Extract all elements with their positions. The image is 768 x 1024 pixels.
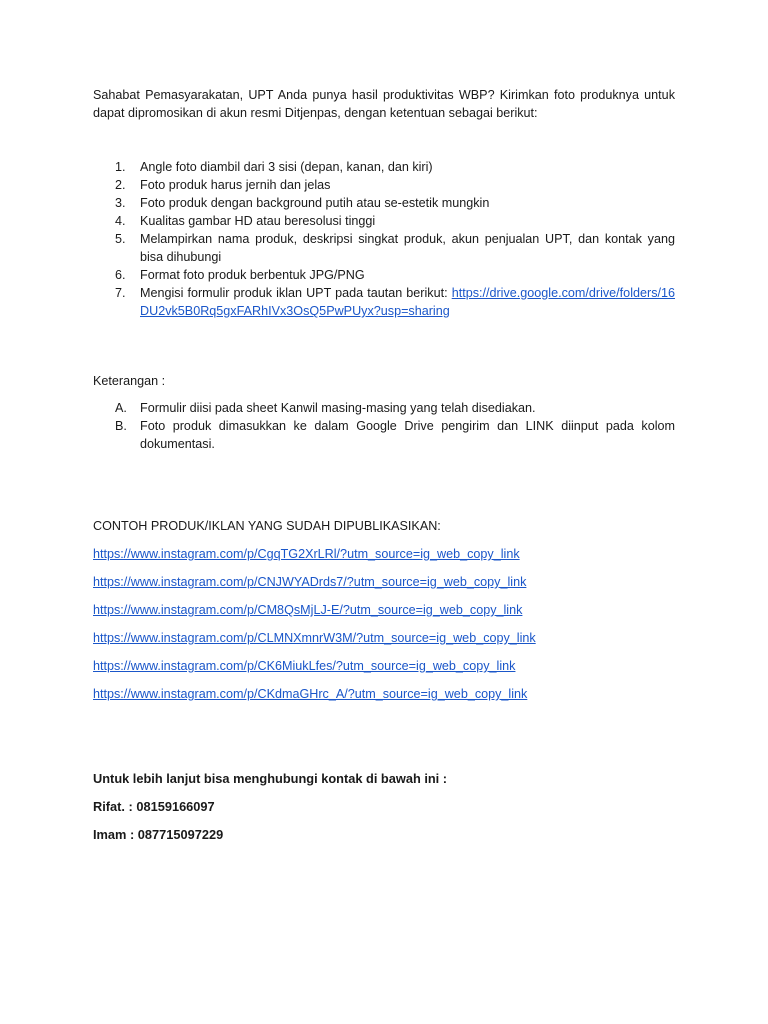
list-text: Foto produk dengan background putih atau se-estetik mungkin: [140, 196, 490, 210]
list-item: [93, 573, 536, 601]
example-links-list: [93, 545, 536, 713]
list-item: [93, 230, 675, 266]
list-item: [93, 194, 675, 212]
list-number: 1.: [115, 160, 126, 174]
list-text: Format foto produk berbentuk JPG/PNG: [140, 268, 365, 282]
list-item: [93, 629, 536, 657]
list-item: [93, 212, 675, 230]
list-text: Melampirkan nama produk, deskripsi singkat produk, akun penjualan UPT, dan kontak yang bisa dihubungi: [140, 232, 675, 264]
examples-heading: CONTOH PRODUK/IKLAN YANG SUDAH DIPUBLIKASIKAN:: [93, 519, 441, 533]
list-text: Formulir diisi pada sheet Kanwil masing-masing yang telah disediakan.: [140, 401, 536, 415]
list-number: 5.: [115, 232, 126, 246]
requirements-list: [93, 158, 675, 320]
list-text: Mengisi formulir produk iklan UPT pada tautan berikut:: [140, 286, 448, 300]
list-number: 7.: [115, 286, 126, 300]
list-item: [93, 417, 675, 453]
contact-heading: Untuk lebih lanjut bisa menghubungi kontak di bawah ini :: [93, 771, 448, 786]
list-number: 4.: [115, 214, 126, 228]
list-number: 3.: [115, 196, 126, 210]
list-number: 2.: [115, 178, 126, 192]
instagram-link[interactable]: https://www.instagram.com/p/CK6MiukLfes/?utm_source=ig_web_copy_link: [93, 659, 516, 673]
instagram-link[interactable]: https://www.instagram.com/p/CKdmaGHrc_A/?utm_source=ig_web_copy_link: [93, 687, 528, 701]
list-text: Angle foto diambil dari 3 sisi (depan, kanan, dan kiri): [140, 160, 433, 174]
instagram-link[interactable]: https://www.instagram.com/p/CLMNXmnrW3M/?utm_source=ig_web_copy_link: [93, 631, 536, 645]
list-text: Foto produk harus jernih dan jelas: [140, 178, 331, 192]
notes-list: [93, 399, 675, 453]
instagram-link[interactable]: https://www.instagram.com/p/CgqTG2XrLRl/?utm_source=ig_web_copy_link: [93, 547, 520, 561]
list-number: 6.: [115, 268, 126, 282]
notes-label: Keterangan :: [93, 374, 166, 388]
contact-rifat: Rifat. : 08159166097: [93, 799, 215, 814]
list-item: [93, 399, 675, 417]
list-item: [93, 601, 536, 629]
list-item: [93, 284, 675, 320]
list-item: [93, 266, 675, 284]
list-letter: B.: [115, 419, 127, 433]
instagram-link[interactable]: https://www.instagram.com/p/CNJWYADrds7/?utm_source=ig_web_copy_link: [93, 575, 527, 589]
drive-form-link[interactable]: https://drive.google.com/drive/folders/16DU2vk5B0Rq5gxFARhIVx3OsQ5PwPUyx?usp=sharing: [140, 286, 675, 318]
list-item: [93, 176, 675, 194]
list-text: Foto produk dimasukkan ke dalam Google Drive pengirim dan LINK diinput pada kolom dokumentasi.: [140, 419, 675, 451]
list-letter: A.: [115, 401, 127, 415]
list-item: [93, 685, 536, 713]
instagram-link[interactable]: https://www.instagram.com/p/CM8QsMjLJ-E/?utm_source=ig_web_copy_link: [93, 603, 523, 617]
intro-paragraph: Sahabat Pemasyarakatan, UPT Anda punya hasil produktivitas WBP? Kirimkan foto produknya untuk dapat dipromosikan di akun resmi Ditjenpas, dengan ketentuan sebagai berikut:: [93, 88, 675, 120]
list-text: Kualitas gambar HD atau beresolusi tinggi: [140, 214, 376, 228]
list-item: [93, 158, 675, 176]
list-item: [93, 657, 536, 685]
list-item: [93, 545, 536, 573]
contact-imam: Imam : 087715097229: [93, 827, 224, 842]
